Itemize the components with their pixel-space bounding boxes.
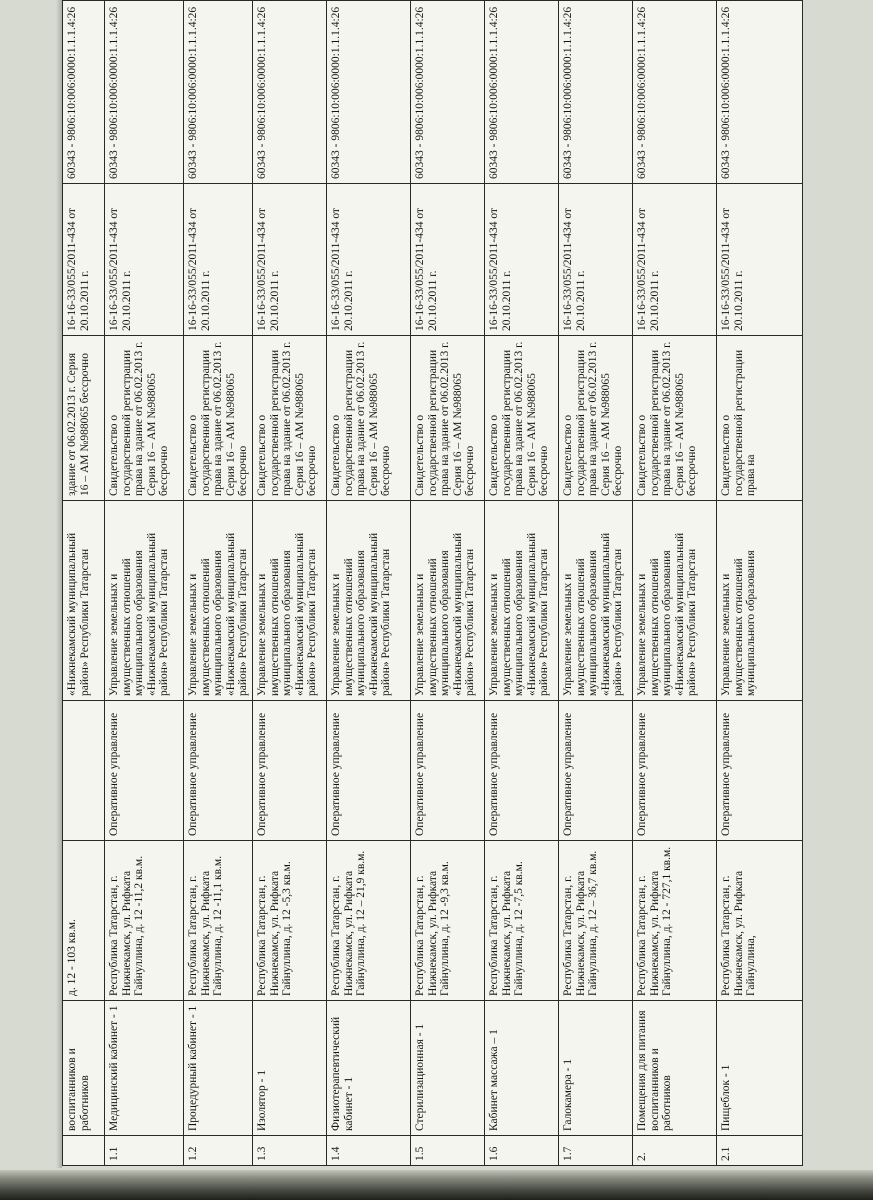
cell-cadastral	[184, 1, 253, 184]
cell-usage	[717, 701, 803, 841]
cell-registration-text: 16-16-33/055/2011-434 от 20.10.2011 г.	[66, 208, 91, 331]
cell-cadastral	[105, 1, 184, 184]
cell-number-text	[66, 1140, 101, 1161]
cell-address-text: Республика Татарстан, г. Нижнекамск, ул. Рифката Гайнуллина, д. 12 - 727,1 кв.м.	[636, 846, 673, 996]
cell-document-text: Свидетельство о государственной регистрации права на здание от 06.02.2013 г. Серия 16 – АМ №988065 бессрочно	[488, 341, 550, 496]
cell-registration	[559, 184, 633, 336]
cell-registration-text: 16-16-33/055/2011-434 от 20.10.2011 г.	[562, 208, 587, 331]
cell-address-text: Республика Татарстан, г. Нижнекамск, ул. Рифката Гайнуллина, д. 12 -5,3 кв.м.	[256, 861, 293, 996]
cell-address	[411, 841, 485, 1001]
table-row	[253, 1, 327, 1166]
cell-name	[253, 1001, 327, 1136]
cell-registration-text: 16-16-33/055/2011-434 от 20.10.2011 г.	[256, 208, 281, 331]
cell-cadastral	[411, 1, 485, 184]
cell-address-text: Республика Татарстан, г. Нижнекамск, ул. Рифката Гайнуллина, д. 12 -7,5 кв.м.	[488, 861, 525, 996]
cell-owner-text: Управление земельных и имущественных отношений муниципального образования «Нижнекамский муниципальный район» Республики Татарстан	[636, 532, 698, 696]
cell-usage-text: Оперативное управление	[562, 712, 574, 836]
cell-registration	[184, 184, 253, 336]
cell-registration-text: 16-16-33/055/2011-434 от 20.10.2011 г.	[720, 208, 745, 331]
scan-edge-bottom	[0, 1170, 873, 1200]
cell-document	[327, 336, 411, 501]
table-row	[411, 1, 485, 1166]
cell-document-text: Свидетельство о государственной регистрации права на здание от 06.02.2013 г. Серия 16 – АМ №988065 бессрочно	[108, 341, 170, 496]
cell-document-text: Свидетельство о государственной регистрации права на здание от 06.02.2013 г. Серия 16 – АМ №988065 бессрочно	[256, 341, 318, 496]
cell-usage-text: Оперативное управление	[330, 712, 342, 836]
cell-address	[717, 841, 803, 1001]
cell-registration	[411, 184, 485, 336]
cell-address-text: Республика Татарстан, г. Нижнекамск, ул. Рифката Гайнуллина, д. 12 -9,3 кв.м.	[414, 861, 451, 996]
cell-owner-text: Управление земельных и имущественных отношений муниципального образования «Нижнекамский муниципальный район» Республики Татарстан	[108, 532, 170, 696]
cell-usage	[633, 701, 717, 841]
cell-address-text: Республика Татарстан, г. Нижнекамск, ул. Рифката Гайнуллина, д. 12 -11,1 кв.м.	[187, 855, 224, 996]
cell-cadastral-text: 60343 - 9806:10:006:0000:1.1.1.4:26	[330, 6, 342, 179]
cell-name-text: Кабинет массажа – 1	[488, 1029, 500, 1131]
cell-registration-text: 16-16-33/055/2011-434 от 20.10.2011 г.	[414, 208, 439, 331]
cell-owner	[63, 501, 105, 701]
cell-document	[717, 336, 803, 501]
cell-number-text: 1.2	[187, 1146, 199, 1161]
cell-owner	[253, 501, 327, 701]
cell-address-text: Республика Татарстан, г. Нижнекамск, ул. Рифката Гайнуллина, д. 12 -11,2 кв.м.	[108, 855, 145, 996]
cell-usage-text: Оперативное управление	[187, 712, 199, 836]
table-row	[327, 1, 411, 1166]
cell-cadastral-text: 60343 - 9806:10:006:0000:1.1.1.4:26	[488, 6, 500, 179]
cell-address	[63, 841, 105, 1001]
rotated-table-container	[62, 0, 803, 1166]
cell-owner	[559, 501, 633, 701]
cell-address-text: Республика Татарстан, г. Нижнекамск, ул. Рифката Гайнуллина, д. 12 – 36,7 кв.м.	[562, 850, 599, 996]
cell-owner-text: Управление земельных и имущественных отношений муниципального образования «Нижнекамский муниципальный район» Республики Татарстан	[562, 532, 624, 696]
cell-address-text: Республика Татарстан, г. Нижнекамск, ул. Рифката Гайнуллина, д. 12 – 21,9 кв.м.	[330, 850, 367, 996]
cell-registration-text: 16-16-33/055/2011-434 от 20.10.2011 г.	[108, 208, 133, 331]
cell-number	[485, 1136, 559, 1166]
cell-name-text: Стерилизационная - 1	[414, 1023, 426, 1131]
cell-name	[184, 1001, 253, 1136]
table-row	[717, 1, 803, 1166]
cell-registration	[63, 184, 105, 336]
cell-cadastral-text: 60343 - 9806:10:006:0000:1.1.1.4:26	[636, 6, 648, 179]
cell-registration-text: 16-16-33/055/2011-434 от 20.10.2011 г.	[187, 208, 212, 331]
cell-cadastral	[327, 1, 411, 184]
cell-document	[184, 336, 253, 501]
cell-number	[253, 1136, 327, 1166]
cell-name-text: Помещения для питания воспитанников и работников	[636, 1010, 673, 1131]
cell-address-text: д. 12 - 103 кв.м.	[66, 919, 78, 996]
cell-number-text: 1.6	[488, 1146, 500, 1161]
cell-name-text: Галокамера - 1	[562, 1058, 574, 1131]
table-row	[63, 1, 105, 1166]
cell-name-text: Процедурный кабинет - 1	[187, 1005, 199, 1131]
cell-name	[105, 1001, 184, 1136]
cell-address-text: Республика Татарстан, г. Нижнекамск, ул. Рифката Гайнуллина,	[720, 870, 757, 996]
cell-number-text: 1.7	[562, 1146, 574, 1161]
cell-number-text: 2.	[636, 1152, 648, 1161]
cell-number	[184, 1136, 253, 1166]
cell-usage	[63, 701, 105, 841]
cell-registration-text: 16-16-33/055/2011-434 от 20.10.2011 г.	[636, 208, 661, 331]
cell-name-text: Медицинский кабинет - 1	[108, 1005, 120, 1131]
cell-number	[105, 1136, 184, 1166]
cell-number	[559, 1136, 633, 1166]
cell-owner	[411, 501, 485, 701]
cell-document-text: Свидетельство о государственной регистрации права на здание от 06.02.2013 г. Серия 16 – АМ №988065 бессрочно	[187, 341, 249, 496]
cell-address	[327, 841, 411, 1001]
cell-owner-text: Управление земельных и имущественных отношений муниципального образования	[720, 550, 757, 696]
cell-name-text: Физиотерапевтический кабинет - 1	[330, 1016, 355, 1131]
cell-address	[633, 841, 717, 1001]
cell-number-text: 1.5	[414, 1146, 426, 1161]
cell-usage-text: Оперативное управление	[636, 712, 648, 836]
cell-cadastral-text: 60343 - 9806:10:006:0000:1.1.1.4:26	[720, 6, 732, 179]
cell-usage	[184, 701, 253, 841]
cell-registration	[253, 184, 327, 336]
cell-usage-text: Оперативное управление	[488, 712, 500, 836]
table-row	[105, 1, 184, 1166]
cell-usage-text: Оперативное управление	[256, 712, 268, 836]
cell-usage-text	[66, 705, 101, 836]
cell-cadastral-text: 60343 - 9806:10:006:0000:1.1.1.4:26	[562, 6, 574, 179]
cell-name-text: Изолятор - 1	[256, 1069, 268, 1131]
cell-owner-text: Управление земельных и имущественных отношений муниципального образования «Нижнекамский муниципальный район» Республики Татарстан	[414, 532, 476, 696]
cell-name	[485, 1001, 559, 1136]
cell-number	[717, 1136, 803, 1166]
cell-registration	[633, 184, 717, 336]
cell-document	[559, 336, 633, 501]
cell-number-text: 2.1	[720, 1146, 732, 1161]
cell-name-text: воспитанников и работников	[66, 1048, 91, 1131]
cell-usage-text: Оперативное управление	[108, 712, 120, 836]
cell-document	[633, 336, 717, 501]
cell-registration	[485, 184, 559, 336]
cell-cadastral	[253, 1, 327, 184]
cell-name-text: Пищеблок - 1	[720, 1064, 732, 1131]
cell-name	[633, 1001, 717, 1136]
cell-owner	[485, 501, 559, 701]
cell-usage-text: Оперативное управление	[720, 712, 732, 836]
facilities-table	[62, 0, 803, 1166]
cell-cadastral	[485, 1, 559, 184]
cell-address	[559, 841, 633, 1001]
cell-registration	[717, 184, 803, 336]
cell-cadastral-text: 60343 - 9806:10:006:0000:1.1.1.4:26	[66, 6, 78, 179]
cell-cadastral	[559, 1, 633, 184]
cell-cadastral-text: 60343 - 9806:10:006:0000:1.1.1.4:26	[187, 6, 199, 179]
cell-address	[253, 841, 327, 1001]
cell-owner-text: Управление земельных и имущественных отношений муниципального образования «Нижнекамский муниципальный район» Республики Татарстан	[488, 532, 550, 696]
cell-owner-text: Управление земельных и имущественных отношений муниципального образования «Нижнекамский муниципальный район» Республики Татарстан	[256, 532, 318, 696]
cell-name	[717, 1001, 803, 1136]
cell-document	[253, 336, 327, 501]
cell-owner	[633, 501, 717, 701]
cell-usage-text: Оперативное управление	[414, 712, 426, 836]
cell-number-text: 1.4	[330, 1146, 342, 1161]
cell-usage	[327, 701, 411, 841]
cell-name	[411, 1001, 485, 1136]
cell-registration-text: 16-16-33/055/2011-434 от 20.10.2011 г.	[488, 208, 513, 331]
cell-owner	[184, 501, 253, 701]
cell-owner	[717, 501, 803, 701]
cell-cadastral-text: 60343 - 9806:10:006:0000:1.1.1.4:26	[108, 6, 120, 179]
cell-cadastral	[633, 1, 717, 184]
cell-number-text: 1.1	[108, 1146, 120, 1161]
cell-registration	[327, 184, 411, 336]
cell-document	[63, 336, 105, 501]
table-row	[633, 1, 717, 1166]
cell-owner-text: Управление земельных и имущественных отношений муниципального образования «Нижнекамский муниципальный район» Республики Татарстан	[187, 532, 249, 696]
cell-owner-text: Управление земельных и имущественных отношений муниципального образования «Нижнекамский муниципальный район» Республики Татарстан	[330, 532, 392, 696]
cell-document	[105, 336, 184, 501]
cell-cadastral-text: 60343 - 9806:10:006:0000:1.1.1.4:26	[256, 6, 268, 179]
cell-number	[633, 1136, 717, 1166]
cell-owner	[105, 501, 184, 701]
cell-number	[63, 1136, 105, 1166]
cell-owner	[327, 501, 411, 701]
cell-number-text: 1.3	[256, 1146, 268, 1161]
table-row	[559, 1, 633, 1166]
table-row	[485, 1, 559, 1166]
cell-owner-text: «Нижнекамский муниципальный район» Республики Татарстан	[66, 532, 91, 696]
cell-document	[411, 336, 485, 501]
cell-document-text: Свидетельство о государственной регистрации права на здание от 06.02.2013 г. Серия 16 – АМ №988065 бессрочно	[414, 341, 476, 496]
cell-usage	[559, 701, 633, 841]
cell-name	[327, 1001, 411, 1136]
cell-address	[485, 841, 559, 1001]
cell-document-text: Свидетельство о государственной регистрации права на	[720, 349, 757, 496]
cell-number	[327, 1136, 411, 1166]
cell-usage	[411, 701, 485, 841]
cell-number	[411, 1136, 485, 1166]
cell-registration-text: 16-16-33/055/2011-434 от 20.10.2011 г.	[330, 208, 355, 331]
cell-document-text: Свидетельство о государственной регистрации права на здание от 06.02.2013 г. Серия 16 – АМ №988065 бессрочно	[330, 341, 392, 496]
table-body	[63, 1, 803, 1166]
cell-usage	[105, 701, 184, 841]
cell-document-text: Свидетельство о государственной регистрации права на здание от 06.02.2013 г. Серия 16 – АМ №988065 бессрочно	[636, 341, 698, 496]
cell-document-text: здание от 06.02.2013 г. Серия 16 – АМ №988065 бессрочно	[66, 353, 91, 496]
cell-address	[105, 841, 184, 1001]
cell-address	[184, 841, 253, 1001]
cell-cadastral-text: 60343 - 9806:10:006:0000:1.1.1.4:26	[414, 6, 426, 179]
cell-name	[63, 1001, 105, 1136]
cell-name	[559, 1001, 633, 1136]
cell-cadastral	[717, 1, 803, 184]
cell-document-text: Свидетельство о государственной регистрации права на здание от 06.02.2013 г. Серия 16 – АМ №988065 бессрочно	[562, 341, 624, 496]
cell-cadastral	[63, 1, 105, 184]
cell-registration	[105, 184, 184, 336]
cell-usage	[253, 701, 327, 841]
table-row	[184, 1, 253, 1166]
cell-document	[485, 336, 559, 501]
cell-usage	[485, 701, 559, 841]
